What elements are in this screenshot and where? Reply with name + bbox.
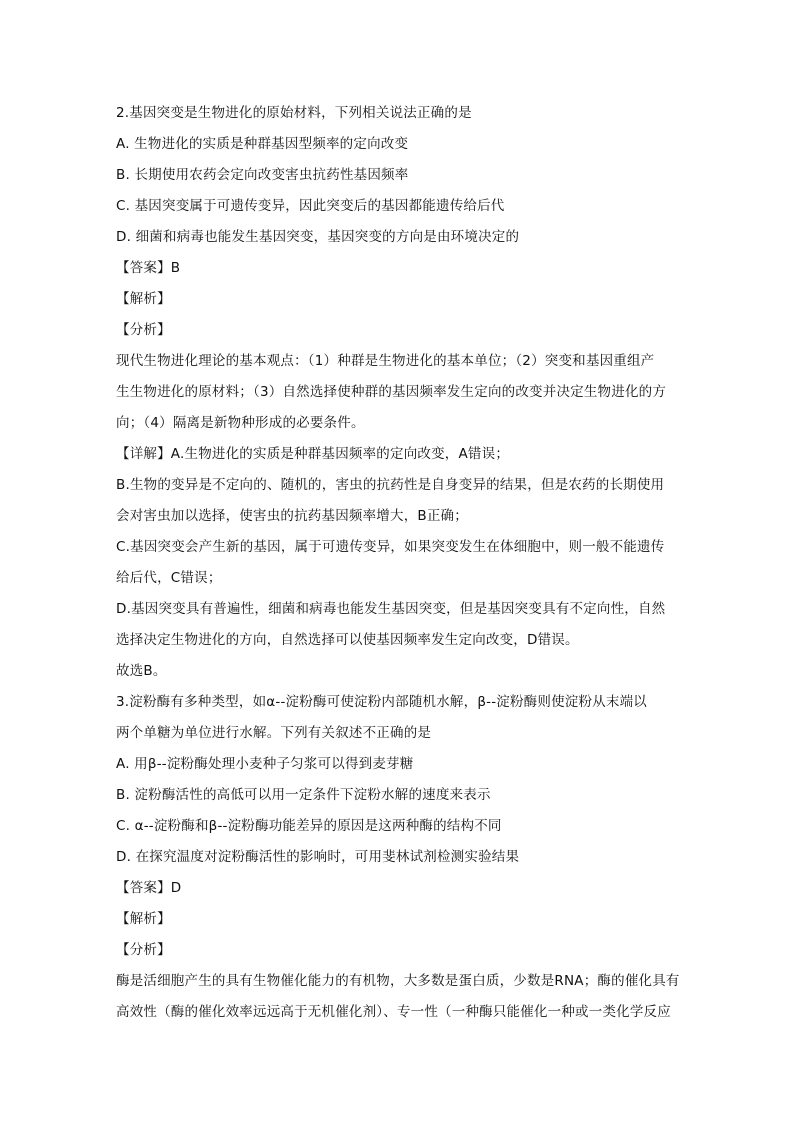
detail-text-line: C.基因突变会产生新的基因，属于可遗传变异，如果突变发生在体细胞中，则一般不能遗传 — [116, 539, 665, 555]
question-3-answer: 【答案】D — [116, 880, 182, 896]
analysis-text-line: 高效性（酶的催化效率远远高于无机催化剂）、专一性（一种酶只能催化一种或一类化学反应 — [116, 1004, 671, 1020]
detail-text-line: B.生物的变异是不定向的、随机的，害虫的抗药性是自身变异的结果，但是农药的长期使用 — [116, 477, 665, 493]
question-3-stem: 两个单糖为单位进行水解。下列有关叙述不正确的是 — [116, 725, 432, 741]
question-3-analysis-heading: 【分析】 — [116, 942, 171, 958]
analysis-text-line: 向；（4）隔离是新物种形成的必要条件。 — [116, 415, 365, 431]
question-2-option-b: B. 长期使用农药会定向改变害虫抗药性基因频率 — [116, 167, 409, 183]
question-3-option-c: C. α--淀粉酶和β--淀粉酶功能差异的原因是这两种酶的结构不同 — [116, 818, 502, 834]
question-2-option-d: D. 细菌和病毒也能发生基因突变，基因突变的方向是由环境决定的 — [116, 229, 520, 245]
question-3-option-d: D. 在探究温度对淀粉酶活性的影响时，可用斐林试剂检测实验结果 — [116, 849, 520, 865]
question-2-analysis-heading: 【分析】 — [116, 322, 171, 338]
detail-text-line: 给后代，C错误； — [116, 570, 222, 586]
question-2-option-a: A. 生物进化的实质是种群基因型频率的定向改变 — [116, 136, 409, 152]
detail-text-line: 【详解】A.生物进化的实质是种群基因频率的定向改变，A错误； — [116, 446, 510, 462]
question-3-option-a: A. 用β--淀粉酶处理小麦种子匀浆可以得到麦芽糖 — [116, 756, 414, 772]
detail-text-line: D.基因突变具有普遍性，细菌和病毒也能发生基因突变，但是基因突变具有不定向性，自然 — [116, 601, 666, 617]
question-2-explanation-heading: 【解析】 — [116, 291, 171, 307]
question-2-conclusion: 故选B。 — [116, 663, 167, 679]
question-3-explanation-heading: 【解析】 — [116, 911, 171, 927]
analysis-text-line: 现代生物进化理论的基本观点：（1）种群是生物进化的基本单位；（2）突变和基因重组产 — [116, 353, 655, 369]
analysis-text-line: 酶是活细胞产生的具有生物催化能力的有机物，大多数是蛋白质，少数是RNA；酶的催化具有 — [116, 973, 680, 989]
detail-text-line: 选择决定生物进化的方向，自然选择可以使基因频率发生定向改变，D错误。 — [116, 632, 579, 648]
analysis-text-line: 生生物进化的原材料；（3）自然选择使种群的基因频率发生定向的改变并决定生物进化的方 — [116, 384, 667, 400]
detail-text-line: 会对害虫加以选择，使害虫的抗药基因频率增大，B正确； — [116, 508, 468, 524]
question-3-stem: 3.淀粉酶有多种类型，如α--淀粉酶可使淀粉内部随机水解，β--淀粉酶则使淀粉从末端以 — [116, 694, 647, 710]
question-2-answer: 【答案】B — [116, 260, 181, 276]
question-2-option-c: C. 基因突变属于可遗传变异，因此突变后的基因都能遗传给后代 — [116, 198, 505, 214]
question-3-option-b: B. 淀粉酶活性的高低可以用一定条件下淀粉水解的速度来表示 — [116, 787, 491, 803]
question-2-stem: 2.基因突变是生物进化的原始材料，下列相关说法正确的是 — [116, 105, 472, 121]
